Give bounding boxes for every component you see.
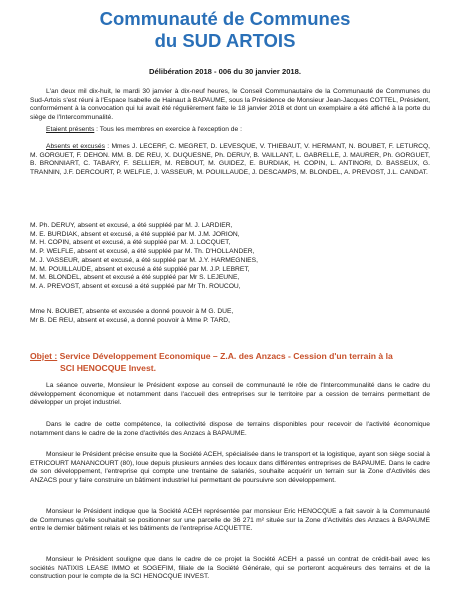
objet-line-2: SCI HENOCQUE Invest. xyxy=(60,363,156,373)
title-line-2: du SUD ARTOIS xyxy=(154,30,296,51)
presents-text: : Tous les membres en exercice à l'exception de : xyxy=(94,126,242,133)
body-paragraph-2: Dans le cadre de cette compétence, la collectivité dispose de terrains disponibles pour recevoir de l'activité économique notamment dans le cadre de la zone d'activités des Anzacs à BAPAUME. xyxy=(30,421,430,437)
pouvoirs-list xyxy=(30,308,430,325)
list-item: M. H. COPIN, absent et excusé, a été suppléé par M. J. LOCQUET, xyxy=(30,239,231,247)
list-item: Mme N. BOUBET, absente et excusée a donné pouvoir à M G. DUE, xyxy=(30,308,234,315)
list-item: M. A. PREVOST, absent et excusé a été suppléé par Mr Th. ROUCOU, xyxy=(30,282,241,290)
list-item: M. E. BURDIAK, absent et excusé, a été suppléé par M. J.M. JORION, xyxy=(30,230,240,238)
intro-paragraph: L'an deux mil dix-huit, le mardi 30 janvier à dix-neuf heures, le Conseil Communautaire de la Communauté de Communes du Sud-Artois s'est réuni à l'Espace Isabelle de Hainaut à BAPAUME, sous la Présidence de Monsieur Jean-Jacques COTTEL, Président, conformément à la convocation qui lui avait été régulièrement faite le 18 janvier 2018 et dont un exemplaire a été affiché à la porte du siège de l'Intercommunalité. xyxy=(30,88,430,122)
list-item: M. M. POUILLAUDE, absent et excusé a été suppléé par M. J.P. LEBRET, xyxy=(30,265,250,273)
body-paragraph-3: Monsieur le Président précise ensuite que la Société ACEH, spécialisée dans le transport et la logistique, ayant son siège social à ETRICOURT MANANCOURT (80), loue depuis plusieurs années des locaux dans différentes entreprises de BAPAUME. Dans le cadre de son développement, l'entreprise qui compte une trentaine de salariés, souhaite acquérir un terrain sur la Zone d'Activités des ANZACS pour y faire construire un bâtiment industriel lui permettant de poursuivre son développement. xyxy=(30,451,431,485)
objet-line-1: Service Développement Economique – Z.A. des Anzacs - Cession d'un terrain à la xyxy=(57,351,393,361)
objet-label: Objet : xyxy=(30,351,58,361)
objet-heading xyxy=(30,350,430,373)
absents-text: : Mmes J. LECERF, C. MEGRET, D. LEVESQUE, V. THIEBAUT, V. HERMANT, N. BOUBET, F. LETURCQ, M. GORGUET, F. DEHON. MM. B. DE REU, X. DUQUESNE, Ph. DERUY, B. VAILLANT, L. GABRELLE, J. MAURER, Ph. GORGUET, B. BRONNIART, C. TABARY, F. SELLIER, M. REBOUT, M. GUIDEZ, E. BURDIAK, H. COPIN, L. ANTINORI, D. BASSEUX, G. TRANNIN, J.F. DERCOURT, P. WELFLE, J. VASSEUR, M. POUILLAUDE, J. DESCAMPS, M. BLONDEL, A. PREVOST, J.L. CANDAT. xyxy=(30,143,431,177)
deliberation-reference: Délibération 2018 - 006 du 30 janvier 2018. xyxy=(149,67,301,76)
absents-paragraph xyxy=(30,143,430,178)
list-item: M. M. BLONDEL, absent et excusé a été suppléé par Mr S. LEJEUNE, xyxy=(30,274,240,282)
presents-label: Etaient présents xyxy=(46,126,95,133)
body-paragraph-4: Monsieur le Président indique que la Société ACEH représentée par monsieur Eric HENOCQUE a fait savoir à la Communauté de Communes qu'elle souhaitait se positionner sur une parcelle de 36 271 m² située sur la Zone d'Activités des Anzacs à BAPAUME entre le dernier bâtiment relais et les bâtiments de l'entreprise ACQUETTE. xyxy=(30,508,430,533)
body-paragraph-5: Monsieur le Président souligne que dans le cadre de ce projet la Société ACEH a passé un contrat de crédit-bail avec les sociétés NATIXIS LEASE IMMO et SOGEFIM, filiale de la Société Générale, qui se porteront acquéreurs des terrains et de la construction pour le compte de la SCI HENOCQUE INVEST. xyxy=(30,556,430,581)
title-line-1: Communauté de Communes xyxy=(99,8,351,29)
body-paragraph-1: La séance ouverte, Monsieur le Président expose au conseil de communauté le rôle de l'Intercommunalité dans le cadre du développement économique et notamment dans l'accueil des entreprises sur le territoire par a cession de terrains permettant de développer un projet industriel. xyxy=(30,382,430,407)
list-item: Mr B. DE REU, absent et excusé, a donné pouvoir à Mme P. TARD, xyxy=(30,316,230,324)
list-item: M. J. VASSEUR, absent et excusé, a été suppléé par M. J.Y. HARMEGNIES, xyxy=(30,256,258,264)
list-item: M. Ph. DERUY, absent et excusé, a été suppléé par M. J. LARDIER, xyxy=(30,222,233,229)
presents-line xyxy=(46,126,430,135)
absents-label: Absents et excusés xyxy=(46,143,105,150)
list-item: M. P. WELFLE, absent et excusé, a été suppléé par M. Th. D'HOLLANDER, xyxy=(30,248,255,256)
supplees-list xyxy=(30,222,430,292)
